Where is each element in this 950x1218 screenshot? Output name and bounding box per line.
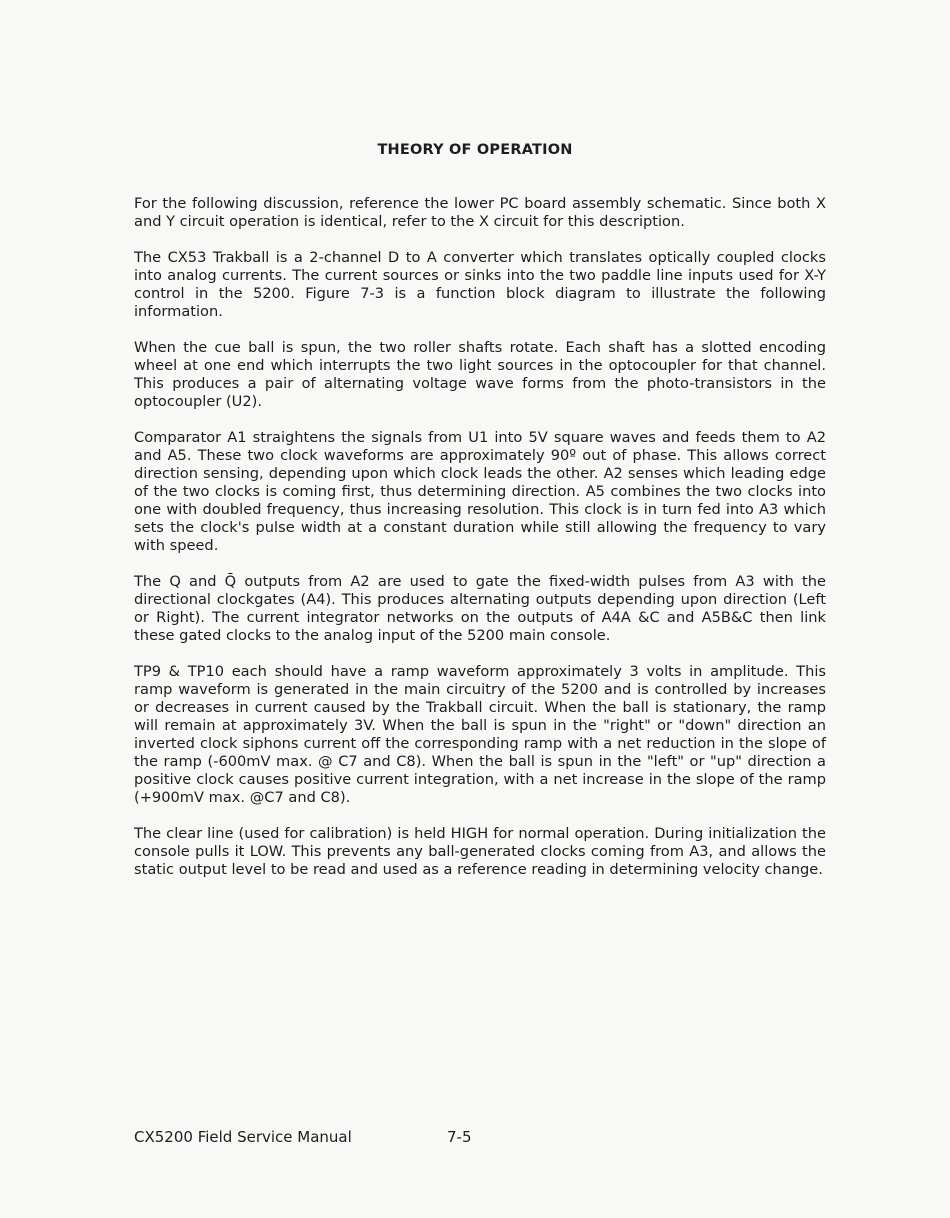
- paragraph-converter: The CX53 Trakball is a 2-channel D to A converter which translates optically coupled clocks into analog currents. The current sources or sinks into the two paddle line inputs used for X-Y control in the 5200. Figure 7-3 is a function block diagram to illustrate the following information.: [134, 249, 826, 320]
- paragraph-comparator: Comparator A1 straightens the signals from U1 into 5V square waves and feeds them to A2 and A5. These two clock waveforms are approximately 90º out of phase. This allows correct direction sensing, depending upon which clock leads the other. A2 senses which leading edge of the two clocks is coming first, thus determining direction. A5 combines the two clocks into one with doubled frequency, thus increasing resolution. This clock is in turn fed into A3 which sets the clock's pulse width at a constant duration while still allowing the frequency to vary with speed.: [134, 429, 826, 554]
- paragraph-intro: For the following discussion, reference the lower PC board assembly schematic. Since both X and Y circuit operation is identical, refer to the X circuit for this description.: [134, 195, 826, 230]
- footer-manual-title: CX5200 Field Service Manual: [134, 1128, 352, 1146]
- section-title: THEORY OF OPERATION: [377, 142, 573, 158]
- paragraph-roller-shafts: When the cue ball is spun, the two roller shafts rotate. Each shaft has a slotted encoding wheel at one end which interrupts the two light sources in the optocoupler for that channel. This produces a pair of alternating voltage wave forms from the photo-transistors in the optocoupler (U2).: [134, 339, 826, 410]
- paragraph-q-outputs: The Q and Q̄ outputs from A2 are used to gate the fixed-width pulses from A3 with the directional clockgates (A4). This produces alternating outputs depending upon direction (Left or Right). The current integrator networks on the outputs of A4A &C and A5B&C then link these gated clocks to the analog input of the 5200 main console.: [134, 573, 826, 644]
- paragraph-ramp-waveform: TP9 & TP10 each should have a ramp waveform approximately 3 volts in amplitude. This ramp waveform is generated in the main circuitry of the 5200 and is controlled by increases or decreases in current caused by the Trakball circuit. When the ball is stationary, the ramp will remain at approximately 3V. When the ball is spun in the "right" or "down" direction an inverted clock siphons current off the corresponding ramp with a net reduction in the slope of the ramp (-600mV max. @ C7 and C8). When the ball is spun in the "left" or "up" direction a positive clock causes positive current integration, with a net increase in the slope of the ramp (+900mV max. @C7 and C8).: [134, 663, 826, 806]
- body-text: [134, 195, 826, 897]
- footer-page-number: 7-5: [447, 1128, 472, 1146]
- paragraph-clear-line: The clear line (used for calibration) is held HIGH for normal operation. During initialization the console pulls it LOW. This prevents any ball-generated clocks coming from A3, and allows the static output level to be read and used as a reference reading in determining velocity change.: [134, 825, 826, 878]
